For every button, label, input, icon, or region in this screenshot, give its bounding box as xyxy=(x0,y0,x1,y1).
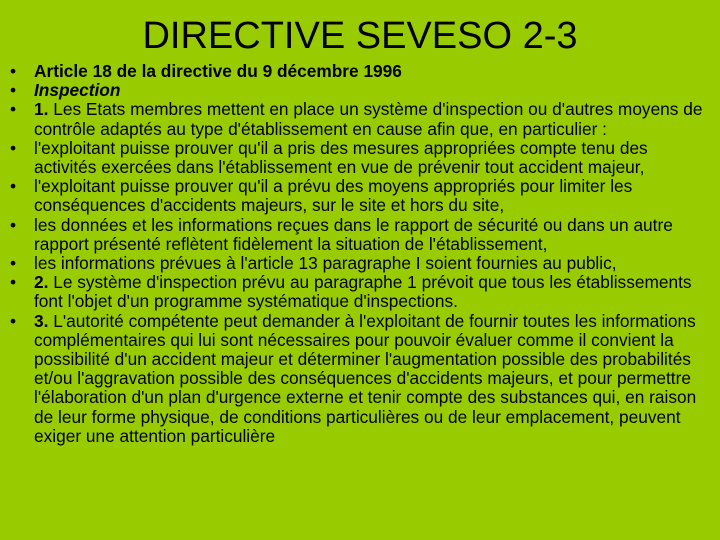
paragraph-number: 3. xyxy=(34,310,49,331)
bullet-icon: • xyxy=(9,214,17,235)
bullet-text: Le système d'inspection prévu au paragraphe 1 prévoit que tous les établissements font l'objet d'un programme systématique d'inspections. xyxy=(34,272,692,312)
bullet-icon: • xyxy=(9,137,17,158)
bullet-paragraph-3 xyxy=(0,312,720,446)
bullet-text: Inspection xyxy=(34,80,121,101)
bullet-text: l'exploitant puisse prouver qu'il a prévu des moyens appropriés pour limiter les conséquences d'accidents majeurs, sur le site et hors du site, xyxy=(34,176,633,216)
bullet-paragraph-2 xyxy=(0,273,720,311)
bullet-icon: • xyxy=(9,61,17,81)
bullet-limit-consequences xyxy=(0,177,720,215)
slide-title: DIRECTIVE SEVESO 2-3 xyxy=(142,15,578,57)
bullet-text: les informations prévues à l'article 13 paragraphe I soient fournies au public, xyxy=(34,253,617,274)
bullet-safety-report xyxy=(0,216,720,254)
bullet-text: Article 18 de la directive du 9 décembre 1996 xyxy=(34,61,402,81)
bullet-prevention xyxy=(0,139,720,177)
paragraph-number: 1. xyxy=(34,99,49,120)
bullet-paragraph-1 xyxy=(0,100,720,138)
bullet-text: l'exploitant puisse prouver qu'il a pris des mesures appropriées compte tenu des activités exercées dans l'établissement en vue de prévenir tout accident majeur, xyxy=(34,137,648,178)
bullet-list xyxy=(0,62,720,446)
paragraph-number: 2. xyxy=(34,272,49,293)
bullet-text: les données et les informations reçues dans le rapport de sécurité ou dans un autre rapport présenté reflètent fidèlement la situation de l'établissement, xyxy=(34,214,673,254)
bullet-icon: • xyxy=(9,272,17,293)
bullet-text: Les Etats membres mettent en place un système d'inspection ou d'autres moyens de contrôle adaptés au type d'établissement en cause afin que, en particulier : xyxy=(34,99,703,139)
bullet-public-information xyxy=(0,254,720,273)
bullet-icon: • xyxy=(9,176,17,197)
bullet-icon: • xyxy=(9,310,17,331)
bullet-icon: • xyxy=(9,253,17,274)
bullet-inspection-heading xyxy=(0,81,720,100)
bullet-article-reference xyxy=(0,62,720,81)
bullet-icon: • xyxy=(9,99,17,120)
bullet-text: L'autorité compétente peut demander à l'exploitant de fournir toutes les informations complémentaires qui lui sont nécessaires pour pouvoir évaluer comme il convient la possibilité d'un accident majeur et déterminer l'augmentation possible des probabilités et/ou l'aggravation possible des conséquences d'accidents majeurs, et pour permettre l'élaboration d'un plan d'urgence externe et tenir compte des substances qui, en raison de leur forme physique, de conditions particulières ou de leur emplacement, peuvent exiger une attention particulière xyxy=(34,310,697,446)
bullet-icon: • xyxy=(9,80,17,101)
